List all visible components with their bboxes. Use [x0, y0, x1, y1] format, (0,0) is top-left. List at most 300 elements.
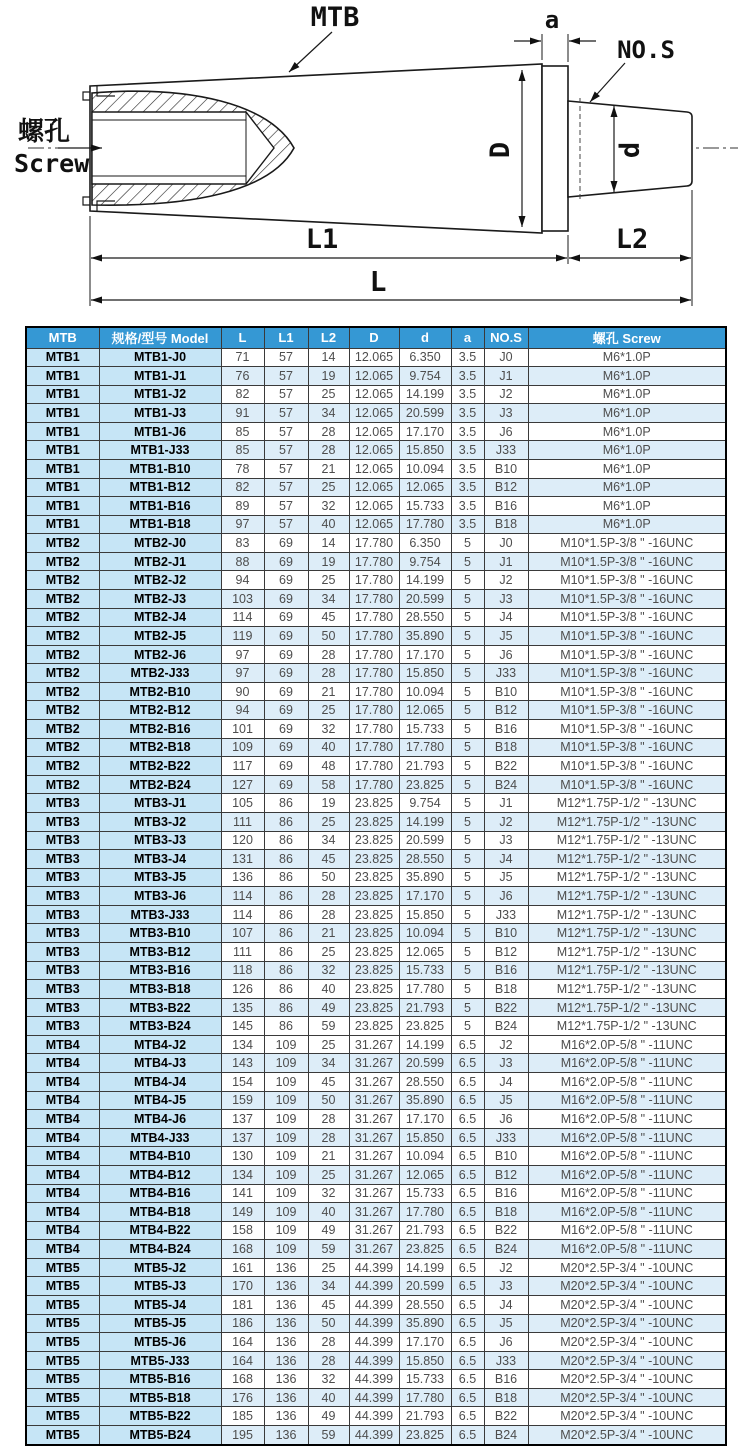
cell-nos: J6: [484, 887, 528, 906]
cell-L1: 57: [264, 478, 308, 497]
cell-L2: 34: [308, 590, 349, 609]
cell-mtb: MTB5: [26, 1370, 99, 1389]
cell-model: MTB1-B12: [99, 478, 221, 497]
cell-mtb: MTB1: [26, 459, 99, 478]
cell-L2: 40: [308, 515, 349, 534]
cell-L2: 19: [308, 367, 349, 386]
cell-nos: B16: [484, 497, 528, 516]
cell-screw: M10*1.5P-3/8 " -16UNC: [528, 701, 726, 720]
cell-nos: B10: [484, 924, 528, 943]
cell-nos: B18: [484, 738, 528, 757]
cell-L: 97: [221, 664, 264, 683]
cell-mtb: MTB3: [26, 905, 99, 924]
cell-a: 5: [451, 905, 484, 924]
cell-screw: M10*1.5P-3/8 " -16UNC: [528, 571, 726, 590]
cell-D: 31.267: [349, 1203, 399, 1222]
cell-L1: 136: [264, 1277, 308, 1296]
cell-screw: M16*2.0P-5/8 " -11UNC: [528, 1054, 726, 1073]
cell-d: 17.170: [399, 422, 451, 441]
cell-screw: M20*2.5P-3/4 " -10UNC: [528, 1333, 726, 1352]
cell-D: 12.065: [349, 385, 399, 404]
table-row: [26, 943, 726, 962]
cell-d: 20.599: [399, 1054, 451, 1073]
cell-model: MTB1-J2: [99, 385, 221, 404]
cell-d: 28.550: [399, 1295, 451, 1314]
table-row: [26, 515, 726, 534]
cell-model: MTB3-J1: [99, 794, 221, 813]
table-row: [26, 552, 726, 571]
cell-L: 82: [221, 385, 264, 404]
cell-L1: 136: [264, 1314, 308, 1333]
cell-mtb: MTB2: [26, 552, 99, 571]
cell-L2: 50: [308, 627, 349, 646]
table-row: [26, 1314, 726, 1333]
cell-L: 120: [221, 831, 264, 850]
cell-L: 168: [221, 1370, 264, 1389]
cell-screw: M20*2.5P-3/4 " -10UNC: [528, 1295, 726, 1314]
cell-L2: 25: [308, 1258, 349, 1277]
cell-L: 97: [221, 515, 264, 534]
cell-model: MTB3-J33: [99, 905, 221, 924]
cell-screw: M20*2.5P-3/4 " -10UNC: [528, 1426, 726, 1445]
cell-screw: M6*1.0P: [528, 348, 726, 367]
cell-mtb: MTB5: [26, 1426, 99, 1445]
table-row: [26, 1073, 726, 1092]
table-row: [26, 385, 726, 404]
cell-L2: 25: [308, 701, 349, 720]
cell-a: 3.5: [451, 459, 484, 478]
cell-d: 23.825: [399, 1017, 451, 1036]
table-row: [26, 980, 726, 999]
cell-L1: 69: [264, 627, 308, 646]
cell-d: 20.599: [399, 404, 451, 423]
cell-a: 3.5: [451, 515, 484, 534]
cell-L2: 59: [308, 1426, 349, 1445]
cell-a: 5: [451, 850, 484, 869]
cell-model: MTB3-J4: [99, 850, 221, 869]
cell-nos: J1: [484, 794, 528, 813]
table-row: [26, 701, 726, 720]
cell-L2: 45: [308, 1073, 349, 1092]
cell-nos: J5: [484, 627, 528, 646]
cell-model: MTB2-J2: [99, 571, 221, 590]
cell-nos: B24: [484, 775, 528, 794]
cell-D: 31.267: [349, 1184, 399, 1203]
table-row: [26, 1295, 726, 1314]
cell-L1: 57: [264, 385, 308, 404]
cell-L1: 86: [264, 794, 308, 813]
cell-d: 14.199: [399, 571, 451, 590]
cell-screw: M10*1.5P-3/8 " -16UNC: [528, 775, 726, 794]
cell-nos: J1: [484, 552, 528, 571]
table-row: [26, 998, 726, 1017]
cell-L1: 109: [264, 1110, 308, 1129]
table-row: [26, 1110, 726, 1129]
cell-D: 23.825: [349, 980, 399, 999]
cell-screw: M6*1.0P: [528, 459, 726, 478]
cell-a: 3.5: [451, 367, 484, 386]
cell-nos: J33: [484, 905, 528, 924]
cell-model: MTB3-B16: [99, 961, 221, 980]
cell-nos: J5: [484, 1091, 528, 1110]
cell-a: 5: [451, 980, 484, 999]
cell-D: 31.267: [349, 1054, 399, 1073]
cell-mtb: MTB3: [26, 924, 99, 943]
technical-drawing: [0, 0, 750, 322]
table-row: [26, 627, 726, 646]
cell-nos: B12: [484, 1165, 528, 1184]
cell-L: 97: [221, 645, 264, 664]
cell-model: MTB2-B22: [99, 757, 221, 776]
cell-model: MTB4-B22: [99, 1221, 221, 1240]
cell-L1: 69: [264, 590, 308, 609]
cell-nos: J2: [484, 812, 528, 831]
cell-screw: M20*2.5P-3/4 " -10UNC: [528, 1388, 726, 1407]
cell-model: MTB4-B12: [99, 1165, 221, 1184]
cell-d: 15.733: [399, 720, 451, 739]
cell-nos: B18: [484, 1388, 528, 1407]
cell-mtb: MTB2: [26, 627, 99, 646]
cell-a: 5: [451, 664, 484, 683]
cell-nos: J4: [484, 1295, 528, 1314]
cell-mtb: MTB2: [26, 701, 99, 720]
cell-nos: B18: [484, 980, 528, 999]
cell-L2: 32: [308, 720, 349, 739]
cell-mtb: MTB1: [26, 385, 99, 404]
cell-D: 17.780: [349, 701, 399, 720]
cell-nos: B16: [484, 1370, 528, 1389]
cell-screw: M16*2.0P-5/8 " -11UNC: [528, 1203, 726, 1222]
cell-D: 44.399: [349, 1351, 399, 1370]
cell-L: 118: [221, 961, 264, 980]
table-row: [26, 1370, 726, 1389]
cell-screw: M6*1.0P: [528, 404, 726, 423]
cell-L1: 136: [264, 1351, 308, 1370]
cell-mtb: MTB4: [26, 1203, 99, 1222]
cell-L2: 59: [308, 1017, 349, 1036]
cell-d: 17.780: [399, 738, 451, 757]
cell-D: 44.399: [349, 1258, 399, 1277]
cell-nos: J2: [484, 1258, 528, 1277]
cell-L2: 50: [308, 1314, 349, 1333]
cell-L1: 109: [264, 1203, 308, 1222]
cell-a: 6.5: [451, 1221, 484, 1240]
cell-screw: M10*1.5P-3/8 " -16UNC: [528, 534, 726, 553]
cell-screw: M12*1.75P-1/2 " -13UNC: [528, 998, 726, 1017]
table-row: [26, 738, 726, 757]
cell-L: 134: [221, 1035, 264, 1054]
cell-a: 6.5: [451, 1165, 484, 1184]
cell-L2: 14: [308, 534, 349, 553]
label-L1: L1: [305, 224, 339, 255]
cell-screw: M6*1.0P: [528, 441, 726, 460]
label-mtb: MTB: [310, 2, 360, 33]
cell-L2: 14: [308, 348, 349, 367]
cell-L: 83: [221, 534, 264, 553]
cell-nos: J2: [484, 1035, 528, 1054]
spec-table-body: [26, 348, 726, 1445]
mtb-leader-line: [289, 32, 332, 72]
cell-mtb: MTB3: [26, 850, 99, 869]
column-header-l1: L1: [264, 327, 308, 348]
cell-d: 10.094: [399, 924, 451, 943]
table-row: [26, 1184, 726, 1203]
cell-a: 3.5: [451, 441, 484, 460]
cell-D: 12.065: [349, 367, 399, 386]
cell-screw: M12*1.75P-1/2 " -13UNC: [528, 887, 726, 906]
cell-screw: M16*2.0P-5/8 " -11UNC: [528, 1165, 726, 1184]
cell-screw: M20*2.5P-3/4 " -10UNC: [528, 1258, 726, 1277]
cell-mtb: MTB2: [26, 664, 99, 683]
cell-screw: M10*1.5P-3/8 " -16UNC: [528, 590, 726, 609]
cell-D: 23.825: [349, 924, 399, 943]
cell-nos: B12: [484, 943, 528, 962]
cell-D: 44.399: [349, 1277, 399, 1296]
cell-d: 14.199: [399, 1258, 451, 1277]
cell-L2: 28: [308, 1110, 349, 1129]
cell-model: MTB2-J6: [99, 645, 221, 664]
cell-L2: 25: [308, 385, 349, 404]
cell-L: 114: [221, 887, 264, 906]
cell-L: 149: [221, 1203, 264, 1222]
cell-L1: 86: [264, 868, 308, 887]
table-row: [26, 850, 726, 869]
cell-a: 5: [451, 924, 484, 943]
cell-L1: 86: [264, 943, 308, 962]
cell-model: MTB3-J5: [99, 868, 221, 887]
cell-L2: 34: [308, 404, 349, 423]
cell-L: 107: [221, 924, 264, 943]
cell-L2: 32: [308, 497, 349, 516]
cell-L: 88: [221, 552, 264, 571]
cell-a: 5: [451, 645, 484, 664]
cell-L1: 69: [264, 645, 308, 664]
table-row: [26, 905, 726, 924]
cell-model: MTB5-J4: [99, 1295, 221, 1314]
cell-L: 143: [221, 1054, 264, 1073]
cell-screw: M12*1.75P-1/2 " -13UNC: [528, 943, 726, 962]
cell-mtb: MTB1: [26, 515, 99, 534]
cell-a: 6.5: [451, 1147, 484, 1166]
cell-model: MTB2-J0: [99, 534, 221, 553]
column-header-d: d: [399, 327, 451, 348]
cell-L2: 28: [308, 664, 349, 683]
cell-screw: M10*1.5P-3/8 " -16UNC: [528, 738, 726, 757]
cell-model: MTB3-B10: [99, 924, 221, 943]
cell-d: 23.825: [399, 1426, 451, 1445]
cell-nos: J2: [484, 571, 528, 590]
cell-L2: 34: [308, 1277, 349, 1296]
cell-mtb: MTB5: [26, 1351, 99, 1370]
cell-D: 17.780: [349, 757, 399, 776]
cell-nos: B10: [484, 682, 528, 701]
cell-D: 31.267: [349, 1035, 399, 1054]
cell-L1: 69: [264, 571, 308, 590]
cell-a: 6.5: [451, 1035, 484, 1054]
cell-L: 111: [221, 812, 264, 831]
cell-mtb: MTB4: [26, 1184, 99, 1203]
table-row: [26, 1091, 726, 1110]
cell-L: 85: [221, 422, 264, 441]
cell-a: 5: [451, 1017, 484, 1036]
cell-a: 6.5: [451, 1277, 484, 1296]
cell-screw: M6*1.0P: [528, 478, 726, 497]
cell-nos: B22: [484, 1221, 528, 1240]
cell-L2: 34: [308, 831, 349, 850]
cell-model: MTB2-J3: [99, 590, 221, 609]
cell-mtb: MTB2: [26, 682, 99, 701]
cell-a: 6.5: [451, 1426, 484, 1445]
cell-model: MTB1-J33: [99, 441, 221, 460]
cell-L1: 136: [264, 1370, 308, 1389]
cell-a: 6.5: [451, 1351, 484, 1370]
cell-a: 5: [451, 701, 484, 720]
cell-d: 15.850: [399, 1351, 451, 1370]
cell-model: MTB1-B10: [99, 459, 221, 478]
cell-mtb: MTB2: [26, 534, 99, 553]
cell-D: 17.780: [349, 664, 399, 683]
cell-nos: B16: [484, 1184, 528, 1203]
cell-screw: M12*1.75P-1/2 " -13UNC: [528, 961, 726, 980]
cell-model: MTB5-J33: [99, 1351, 221, 1370]
cell-screw: M12*1.75P-1/2 " -13UNC: [528, 812, 726, 831]
cell-mtb: MTB2: [26, 738, 99, 757]
label-nos: NO.S: [617, 36, 675, 64]
cell-L1: 109: [264, 1073, 308, 1092]
cell-a: 5: [451, 812, 484, 831]
cell-D: 12.065: [349, 459, 399, 478]
cell-a: 5: [451, 720, 484, 739]
cell-d: 15.733: [399, 961, 451, 980]
cell-L2: 40: [308, 980, 349, 999]
cell-model: MTB4-J33: [99, 1128, 221, 1147]
table-row: [26, 887, 726, 906]
cell-nos: B12: [484, 701, 528, 720]
cell-model: MTB4-J6: [99, 1110, 221, 1129]
cell-L: 94: [221, 701, 264, 720]
cell-d: 28.550: [399, 608, 451, 627]
cell-L1: 57: [264, 348, 308, 367]
cell-D: 44.399: [349, 1295, 399, 1314]
cell-L: 168: [221, 1240, 264, 1259]
cell-d: 14.199: [399, 385, 451, 404]
cell-D: 23.825: [349, 831, 399, 850]
cell-D: 17.780: [349, 720, 399, 739]
cell-d: 35.890: [399, 868, 451, 887]
cell-D: 23.825: [349, 868, 399, 887]
cell-screw: M16*2.0P-5/8 " -11UNC: [528, 1110, 726, 1129]
cell-mtb: MTB4: [26, 1165, 99, 1184]
cell-model: MTB5-B22: [99, 1407, 221, 1426]
cell-L2: 21: [308, 682, 349, 701]
cell-model: MTB2-B18: [99, 738, 221, 757]
cell-a: 6.5: [451, 1091, 484, 1110]
table-row: [26, 1277, 726, 1296]
cell-d: 10.094: [399, 1147, 451, 1166]
cell-a: 5: [451, 571, 484, 590]
column-header-mtb: MTB: [26, 327, 99, 348]
table-row: [26, 367, 726, 386]
table-row: [26, 794, 726, 813]
cell-L1: 69: [264, 664, 308, 683]
cell-d: 12.065: [399, 1165, 451, 1184]
cell-D: 44.399: [349, 1426, 399, 1445]
cell-model: MTB5-J6: [99, 1333, 221, 1352]
cell-model: MTB5-B18: [99, 1388, 221, 1407]
cell-mtb: MTB1: [26, 367, 99, 386]
cell-model: MTB2-B16: [99, 720, 221, 739]
cell-L: 76: [221, 367, 264, 386]
cell-D: 23.825: [349, 887, 399, 906]
cell-L2: 59: [308, 1240, 349, 1259]
column-header-a: a: [451, 327, 484, 348]
cell-d: 17.780: [399, 515, 451, 534]
cell-L: 71: [221, 348, 264, 367]
cell-L: 135: [221, 998, 264, 1017]
cell-a: 5: [451, 998, 484, 1017]
cell-D: 17.780: [349, 590, 399, 609]
cell-D: 17.780: [349, 645, 399, 664]
cell-a: 6.5: [451, 1295, 484, 1314]
cell-a: 5: [451, 627, 484, 646]
cell-nos: J0: [484, 348, 528, 367]
cell-nos: J4: [484, 608, 528, 627]
cell-D: 17.780: [349, 682, 399, 701]
table-row: [26, 441, 726, 460]
cell-nos: J6: [484, 422, 528, 441]
cell-screw: M20*2.5P-3/4 " -10UNC: [528, 1277, 726, 1296]
cell-L: 103: [221, 590, 264, 609]
cell-mtb: MTB5: [26, 1314, 99, 1333]
cell-L: 105: [221, 794, 264, 813]
cell-L1: 86: [264, 812, 308, 831]
cell-nos: B16: [484, 720, 528, 739]
cell-a: 6.5: [451, 1184, 484, 1203]
cell-L: 159: [221, 1091, 264, 1110]
table-row: [26, 478, 726, 497]
cell-L2: 28: [308, 441, 349, 460]
cell-L: 154: [221, 1073, 264, 1092]
cell-L1: 109: [264, 1147, 308, 1166]
cell-nos: J5: [484, 1314, 528, 1333]
cell-L1: 69: [264, 775, 308, 794]
cell-mtb: MTB2: [26, 720, 99, 739]
cell-nos: J6: [484, 645, 528, 664]
cell-nos: B18: [484, 515, 528, 534]
cell-d: 17.170: [399, 887, 451, 906]
cell-L1: 69: [264, 552, 308, 571]
cell-L2: 32: [308, 961, 349, 980]
label-L: L: [369, 265, 387, 298]
cell-L1: 86: [264, 831, 308, 850]
cell-D: 12.065: [349, 478, 399, 497]
cell-d: 17.170: [399, 645, 451, 664]
cell-model: MTB2-J33: [99, 664, 221, 683]
cell-L: 141: [221, 1184, 264, 1203]
column-header-screw: 螺孔 Screw: [528, 327, 726, 348]
cell-model: MTB3-B18: [99, 980, 221, 999]
cell-nos: B24: [484, 1240, 528, 1259]
cell-L1: 57: [264, 404, 308, 423]
cell-D: 44.399: [349, 1388, 399, 1407]
cell-model: MTB2-J4: [99, 608, 221, 627]
label-D: D: [485, 141, 516, 159]
cell-d: 28.550: [399, 850, 451, 869]
cell-L1: 136: [264, 1333, 308, 1352]
cell-L2: 40: [308, 1203, 349, 1222]
cell-mtb: MTB2: [26, 608, 99, 627]
cell-mtb: MTB4: [26, 1073, 99, 1092]
